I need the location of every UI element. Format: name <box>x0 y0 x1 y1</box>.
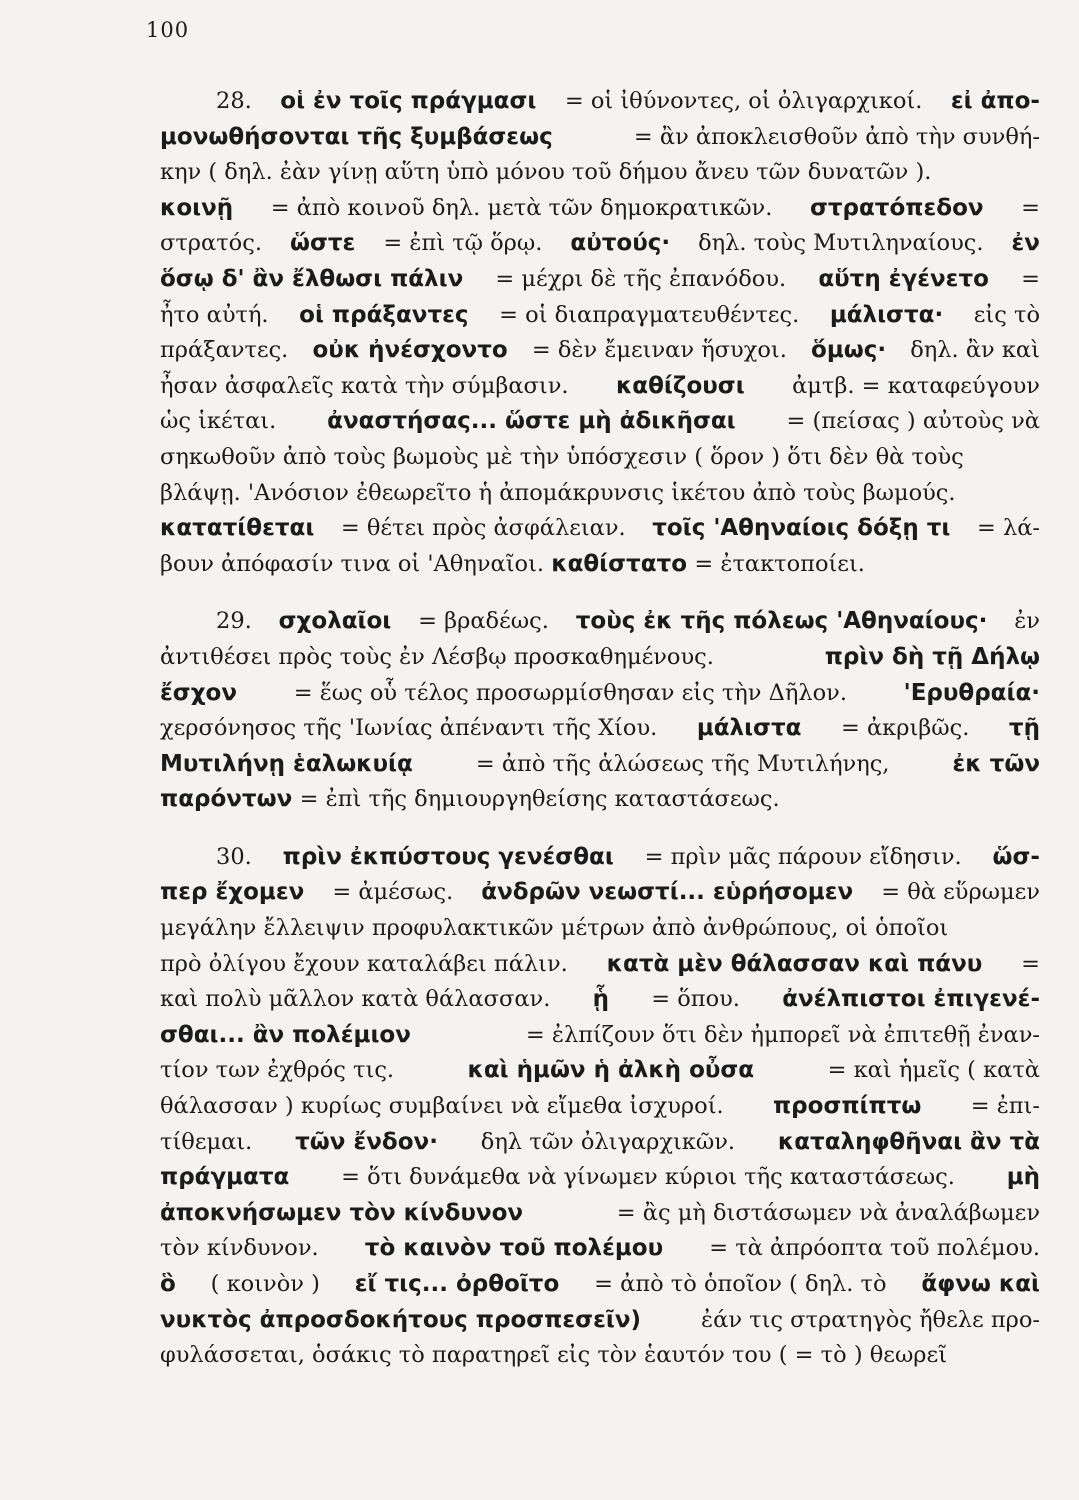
lemma-term: εἰ ἀπο- <box>950 88 1040 114</box>
lemma-term: οἱ πράξαντες <box>299 301 469 328</box>
lemma-term: πρὶν ἐκπύστους γενέσθαι <box>282 843 614 870</box>
gloss-text: = <box>1021 950 1040 977</box>
text-line <box>160 226 1040 262</box>
lemma-term: οἱ ἐν τοῖς πράγμασι <box>280 88 537 114</box>
text-line <box>160 511 1040 547</box>
text-line <box>160 875 1040 911</box>
text-line <box>160 262 1040 298</box>
text-line <box>160 1231 1040 1267</box>
gloss-text: = οἱ ἰθύνοντες, οἱ ὀλιγαρχικοί. <box>564 88 923 114</box>
paragraph-28 <box>160 84 1040 582</box>
text-line <box>160 476 1040 512</box>
gloss-text: δηλ. ἂν καὶ <box>910 337 1040 364</box>
gloss-text: = ἀπὸ κοινοῦ δηλ. μετὰ τῶν δημοκρατικῶν. <box>270 194 773 221</box>
gloss-text: πρὸ ὀλίγου ἔχουν καταλάβει πάλιν. <box>160 950 568 977</box>
text-line <box>160 711 1040 747</box>
text-line <box>160 1303 1040 1339</box>
gloss-text: ἐν <box>1014 608 1040 635</box>
gloss-text: = ἐπι- <box>970 1093 1040 1120</box>
lemma-term: μὴ <box>1006 1164 1040 1191</box>
gloss-text: 30. <box>216 843 252 870</box>
lemma-term: καταληφθῆναι ἂν τὰ <box>777 1128 1040 1155</box>
paragraph-30 <box>160 840 1040 1374</box>
gloss-text: = μέχρι δὲ τῆς ἐπανόδου. <box>495 265 787 292</box>
gloss-text: = καὶ ἡμεῖς ( κατὰ <box>827 1057 1040 1084</box>
lemma-term: περ ἔχομεν <box>160 879 305 906</box>
text-line <box>160 747 1040 783</box>
gloss-text: = ἀμέσως. <box>332 879 454 906</box>
text-line <box>160 120 1040 156</box>
text-line <box>160 547 1040 583</box>
lemma-term: προσπίπτω <box>772 1093 922 1120</box>
gloss-text: φυλάσσεται, ὁσάκις τὸ παρατηρεῖ εἰς τὸν ἑαυτόν του ( = τὸ ) θεωρεῖ <box>160 1342 948 1369</box>
lemma-term: νυκτὸς ἀπροσδοκήτους προσπεσεῖν) <box>160 1306 642 1333</box>
text-line <box>160 982 1040 1018</box>
gloss-text: καὶ πολὺ μᾶλλον κατὰ θάλασσαν. <box>160 986 551 1013</box>
lemma-term: παρόντων <box>160 786 293 813</box>
text-line <box>160 1338 1040 1374</box>
text-line <box>160 1125 1040 1161</box>
lemma-term: μονωθήσονται τῆς ξυμβάσεως <box>160 123 553 150</box>
gloss-text: θάλασσαν ) κυρίως συμβαίνει νὰ εἴμεθα ἰσχυροί. <box>160 1093 724 1120</box>
gloss-text: βουν ἀπόφασίν τινα οἱ 'Αθηναῖοι. <box>160 550 545 577</box>
lemma-term: ᾗ <box>592 986 609 1013</box>
lemma-term: ἐν <box>1011 230 1040 257</box>
gloss-text: πράξαντες. <box>160 337 289 364</box>
gloss-text: = ἐλπίζουν ὅτι δὲν ἠμπορεῖ νὰ ἐπιτεθῇ ἐναν- <box>525 1021 1040 1048</box>
gloss-text: = <box>1021 265 1040 292</box>
page-number: 100 <box>146 18 190 42</box>
lemma-term: κατατίθεται <box>160 515 315 542</box>
lemma-term: ὅσῳ δ' ἂν ἔλθωσι πάλιν <box>160 265 464 292</box>
lemma-term: ἔσχον <box>160 679 238 706</box>
lemma-term: ὃ <box>160 1271 176 1297</box>
gloss-text: ἐάν τις στρατηγὸς ἤθελε προ- <box>701 1306 1040 1333</box>
text-line <box>160 947 1040 983</box>
lemma-term: κατὰ μὲν θάλασσαν καὶ πάνυ <box>606 950 983 977</box>
text-line <box>160 1053 1040 1089</box>
gloss-text: τίθεμαι. <box>160 1128 253 1155</box>
text-line <box>160 782 1040 818</box>
gloss-text: = ὅτι δυνάμεθα νὰ γίνωμεν κύριοι τῆς καταστάσεως. <box>341 1164 955 1191</box>
lemma-term: πράγματα <box>160 1164 290 1191</box>
gloss-text: = <box>1021 194 1040 221</box>
lemma-term: 'Ερυθραία· <box>903 679 1040 706</box>
text-line <box>160 911 1040 947</box>
lemma-term: Μυτιλήνῃ ἑαλωκυίᾳ <box>160 750 413 777</box>
text-line <box>160 1196 1040 1232</box>
lemma-term: ὅμως· <box>811 337 887 364</box>
gloss-text: = ἂς μὴ διστάσωμεν νὰ ἀναλάβωμεν <box>616 1199 1040 1226</box>
lemma-term: τῶν ἔνδον· <box>295 1128 438 1155</box>
gloss-text: ἀντιθέσει πρὸς τοὺς ἐν Λέσβῳ προσκαθημένους. <box>160 643 714 670</box>
gloss-text: = ἐτακτοποίει. <box>694 550 865 577</box>
gloss-text: δηλ. τοὺς Μυτιληναίους. <box>698 230 984 257</box>
paragraph-29 <box>160 604 1040 818</box>
text-line <box>160 84 1040 120</box>
gloss-text: = λά- <box>976 515 1040 542</box>
gloss-text: = θέτει πρὸς ἀσφάλειαν. <box>340 515 626 542</box>
text-line <box>160 1267 1040 1303</box>
text-line <box>160 404 1040 440</box>
lemma-term: καὶ ἡμῶν ἡ ἀλκὴ οὖσα <box>467 1057 755 1084</box>
text-line <box>160 1160 1040 1196</box>
text-line <box>160 1018 1040 1054</box>
gloss-text: = ἀπὸ τῆς ἁλώσεως τῆς Μυτιλήνης, <box>475 750 890 777</box>
lemma-term: μάλιστα· <box>829 301 944 328</box>
gloss-text: τὸν κίνδυνον. <box>160 1235 319 1262</box>
text-line <box>160 333 1040 369</box>
commentary-text <box>160 84 1040 1374</box>
lemma-term: ὥσ- <box>992 843 1040 870</box>
lemma-term: ἀνδρῶν νεωστί... εὑρήσομεν <box>481 879 854 906</box>
gloss-text: μεγάλην ἔλλειψιν προφυλακτικῶν μέτρων ἀπὸ ἀνθρώπους, οἱ ὁποῖοι <box>160 915 949 942</box>
gloss-text: βλάψῃ. 'Ανόσιον ἐθεωρεῖτο ἡ ἀπομάκρυνσις ἱκέτου ἀπὸ τοὺς βωμούς. <box>160 479 956 506</box>
gloss-text: ἀμτβ. = καταφεύγουν <box>792 372 1040 399</box>
lemma-term: οὐκ ἠνέσχοντο <box>312 337 508 364</box>
text-line <box>160 369 1040 405</box>
lemma-term: κοινῇ <box>160 194 234 221</box>
gloss-text: χερσόνησος τῆς 'Ιωνίας ἀπέναντι τῆς Χίου. <box>160 715 658 742</box>
gloss-text: εἰς τὸ <box>973 301 1040 328</box>
text-line <box>160 604 1040 640</box>
lemma-term: τοῖς 'Αθηναίοις δόξῃ τι <box>652 515 951 542</box>
gloss-text: = ἐπὶ τῷ ὅρῳ. <box>383 230 543 257</box>
lemma-term: στρατόπεδον <box>809 194 984 221</box>
lemma-term: αὐτούς· <box>570 230 671 257</box>
gloss-text: = οἱ διαπραγματευθέντες. <box>499 301 800 328</box>
gloss-text: = (πείσας ) αὐτοὺς νὰ <box>786 408 1040 435</box>
gloss-text: = βραδέως. <box>418 608 549 635</box>
lemma-term: αὕτη ἐγένετο <box>818 265 989 292</box>
gloss-text: ἦσαν ἀσφαλεῖς κατὰ τὴν σύμβασιν. <box>160 372 569 399</box>
lemma-term: καθίστατο <box>551 550 688 577</box>
lemma-term: τῇ <box>1008 715 1040 742</box>
text-line <box>160 1089 1040 1125</box>
text-line <box>160 640 1040 676</box>
text-line <box>160 676 1040 712</box>
text-line <box>160 298 1040 334</box>
lemma-term: εἴ τις... ὀρθοῖτο <box>354 1271 560 1297</box>
text-line <box>160 440 1040 476</box>
gloss-text: = πρὶν μᾶς πάρουν εἴδησιν. <box>644 843 962 870</box>
gloss-text: = θὰ εὕρωμεν <box>881 879 1040 906</box>
gloss-text: σηκωθοῦν ἀπὸ τοὺς βωμοὺς μὲ τὴν ὑπόσχεσιν ( ὅρον ) ὅτι δὲν θὰ τοὺς <box>160 443 964 470</box>
lemma-term: ἀποκνήσωμεν τὸν κίνδυνον <box>160 1199 524 1226</box>
lemma-term: τὸ καινὸν τοῦ πολέμου <box>364 1235 664 1262</box>
gloss-text: = ἕως οὗ τέλος προσωρμίσθησαν εἰς τὴν Δῆλον. <box>293 679 847 706</box>
gloss-text: ( κοινὸν ) <box>210 1271 320 1297</box>
gloss-text: = ὅπου. <box>651 986 740 1013</box>
gloss-text: 28. <box>216 88 252 114</box>
gloss-text: τίον των ἐχθρός τις. <box>160 1057 395 1084</box>
gloss-text: ὡς ἱκέται. <box>160 408 277 435</box>
gloss-text: ἦτο αὐτή. <box>160 301 269 328</box>
gloss-text: = ἐπὶ τῆς δημιουργηθείσης καταστάσεως. <box>299 786 780 813</box>
gloss-text: = ἀκριβῶς. <box>840 715 970 742</box>
lemma-term: καθίζουσι <box>615 372 745 399</box>
lemma-term: σχολαῖοι <box>278 608 392 635</box>
gloss-text: κην ( δηλ. ἐὰν γίνῃ αὕτη ὑπὸ μόνου τοῦ δήμου ἄνευ τῶν δυνατῶν ). <box>160 159 932 186</box>
lemma-term: σθαι... ἂν πολέμιον <box>160 1021 411 1048</box>
lemma-term: ἀναστήσας... ὥστε μὴ ἀδικῆσαι <box>327 408 736 435</box>
gloss-text: = ἂν ἀποκλεισθοῦν ἀπὸ τὴν συνθή- <box>633 123 1040 150</box>
gloss-text: = τὰ ἀπρόοπτα τοῦ πολέμου. <box>709 1235 1040 1262</box>
lemma-term: ὥστε <box>289 230 356 257</box>
lemma-term: πρὶν δὴ τῇ Δήλῳ <box>824 643 1040 670</box>
gloss-text: στρατός. <box>160 230 262 257</box>
text-line <box>160 191 1040 227</box>
lemma-term: ἄφνω καὶ <box>921 1271 1040 1297</box>
lemma-term: ἀνέλπιστοι ἐπιγενέ- <box>782 986 1040 1013</box>
gloss-text: = δὲν ἔμειναν ἥσυχοι. <box>531 337 787 364</box>
text-line <box>160 155 1040 191</box>
lemma-term: μάλιστα <box>696 715 802 742</box>
lemma-term: ἐκ τῶν <box>952 750 1040 777</box>
gloss-text: δηλ τῶν ὀλιγαρχικῶν. <box>480 1128 736 1155</box>
gloss-text: 29. <box>216 608 252 635</box>
text-line <box>160 840 1040 876</box>
lemma-term: τοὺς ἐκ τῆς πόλεως 'Αθηναίους· <box>575 608 988 635</box>
gloss-text: = ἀπὸ τὸ ὁποῖον ( δηλ. τὸ <box>594 1271 887 1297</box>
